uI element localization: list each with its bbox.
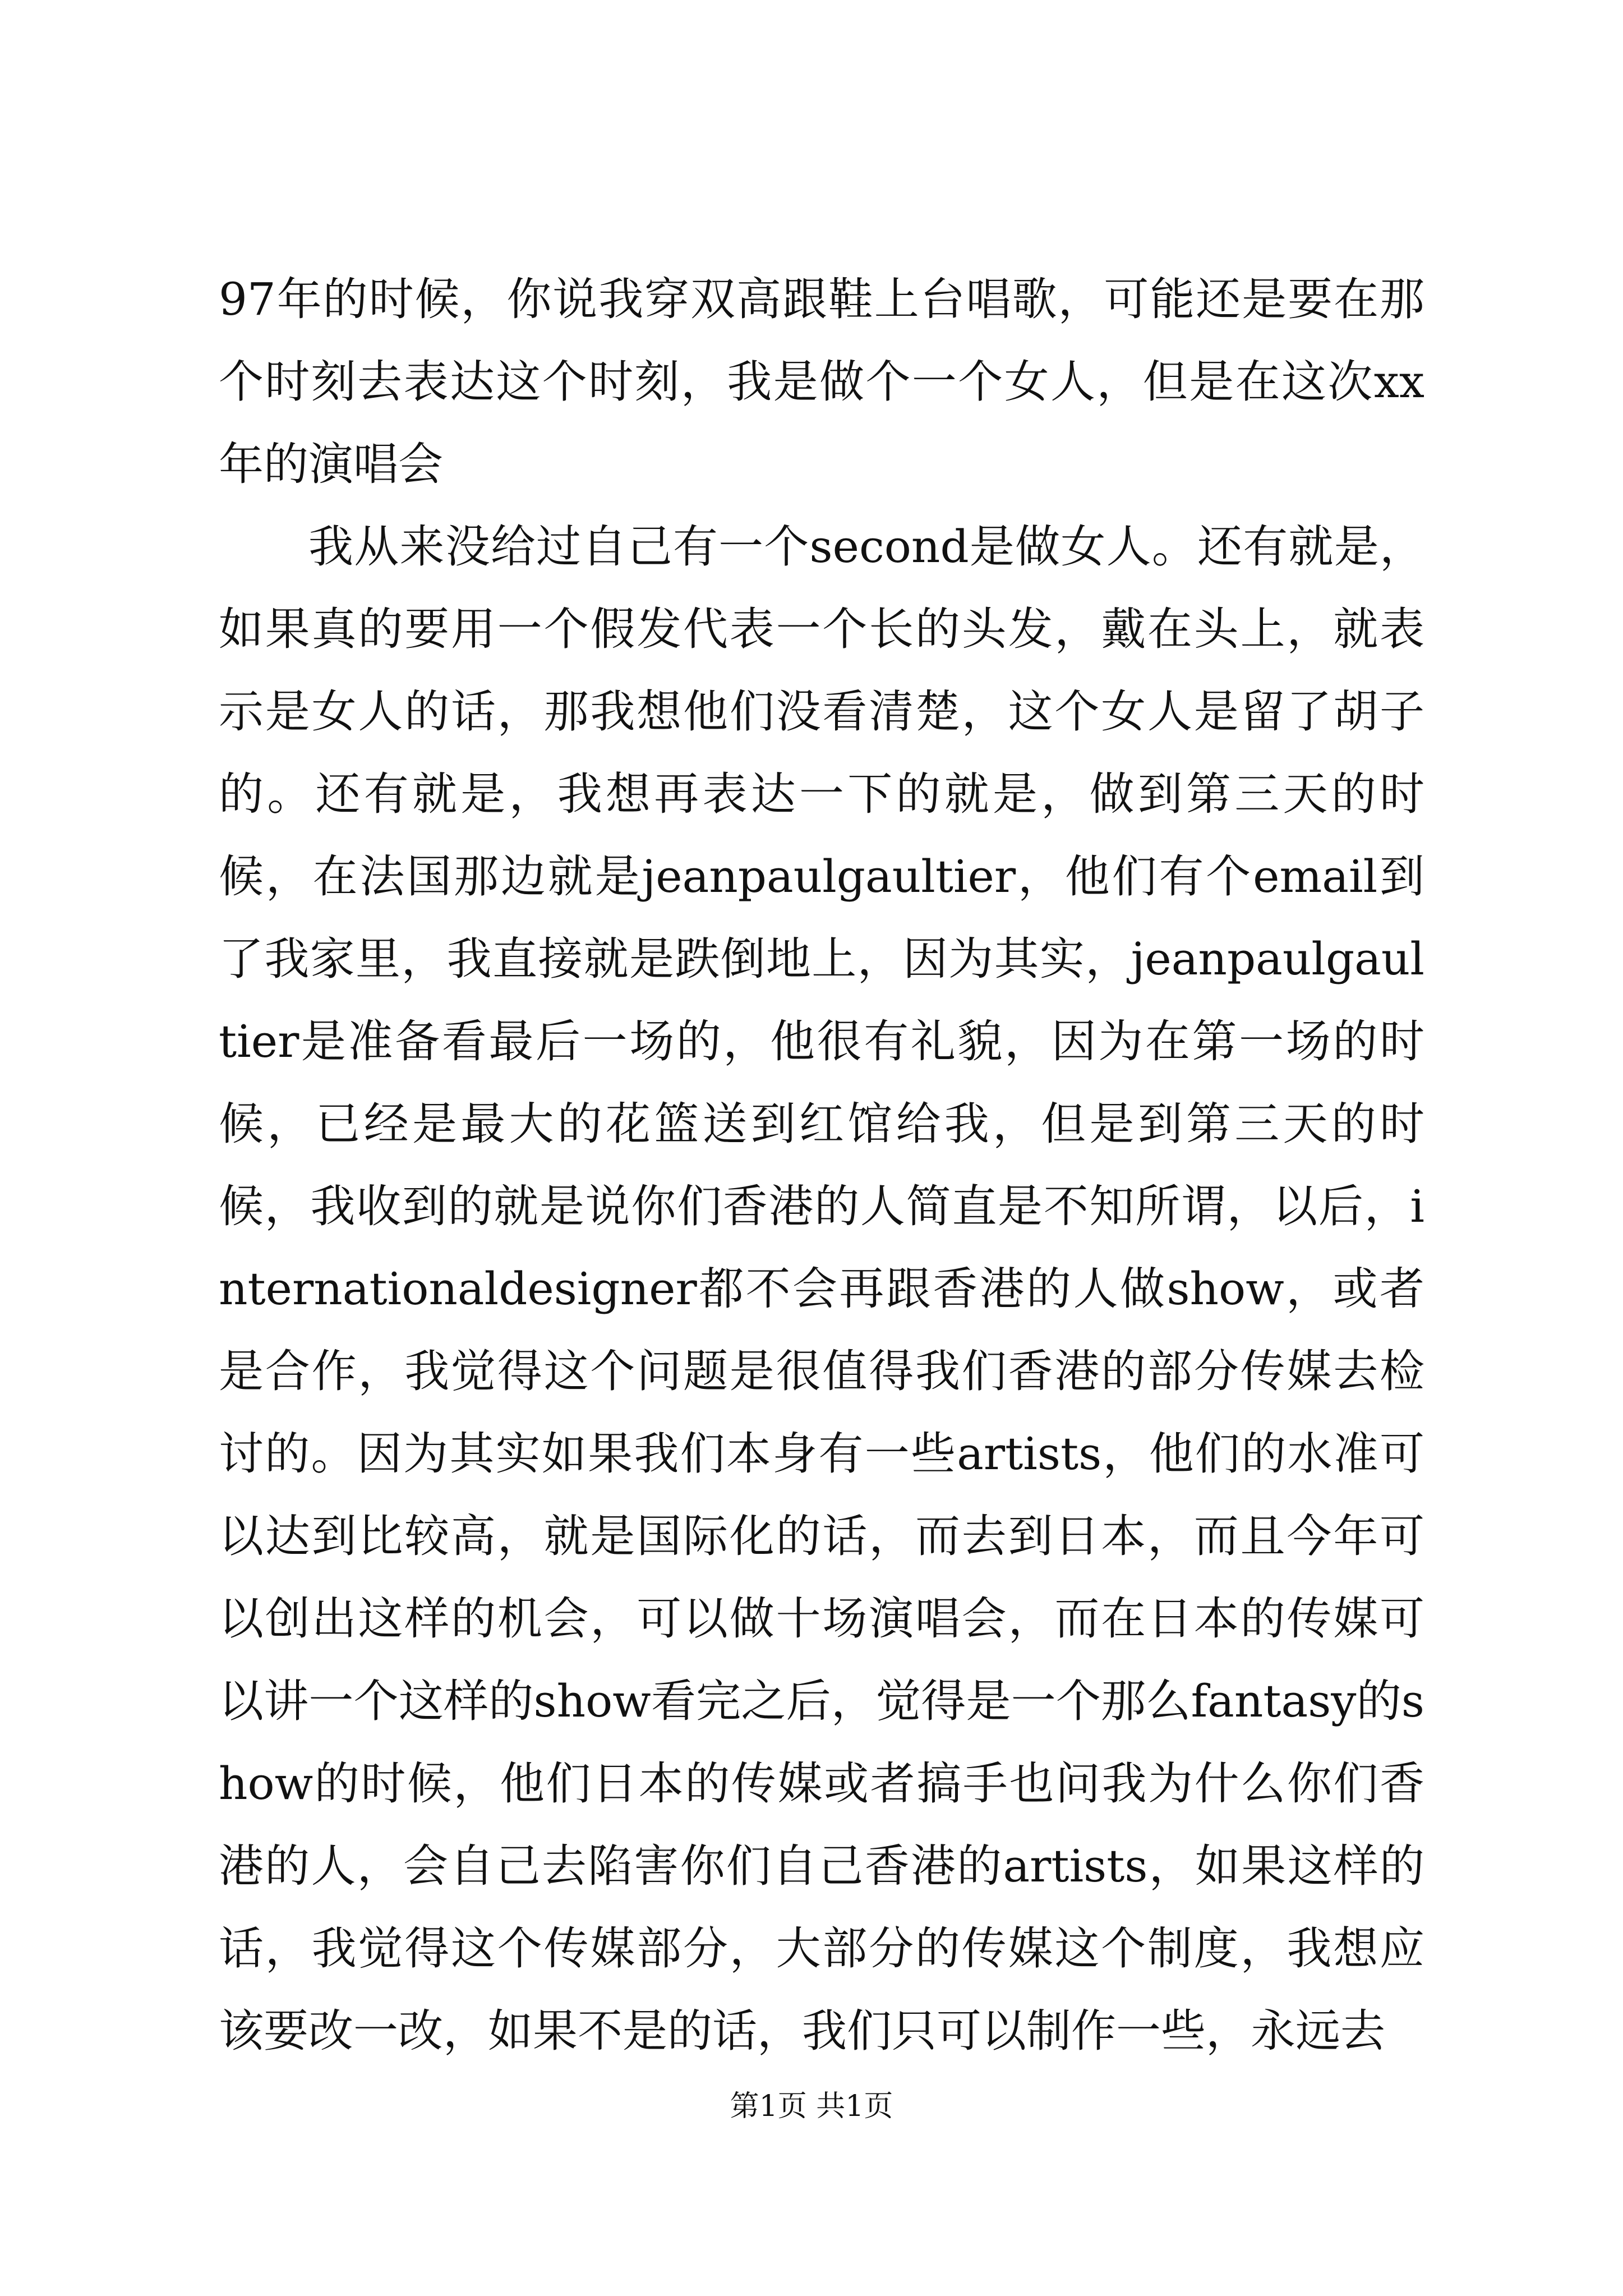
paragraph-2: 我从来没给过自己有一个second是做女人。还有就是，如果真的要用一个假发代表一个长的头发，戴在头上，就表示是女人的话，那我想他们没看清楚，这个女人是留了胡子的。还有就是，我想再表达一下的就是，做到第三天的时候，在法国那边就是jeanpaulgaultier，他们有个email到了我家里，我直接就是跌倒地上，因为其实，jeanpaulgaultier是准备看最后一场的，他很有礼貌，因为在第一场的时候，已经是最大的花篮送到红馆给我，但是到第三天的时候，我收到的就是说你们香港的人简直是不知所谓，以后，internationaldesigner都不会再跟香港的人做show，或者是合作，我觉得这个问题是很值得我们香港的部分传媒去检讨的。因为其实如果我们本身有一些artists，他们的水准可以达到比较高，就是国际化的话，而去到日本，而且今年可以创出这样的机会，可以做十场演唱会，而在日本的传媒可以讲一个这样的show看完之后，觉得是一个那么fantasy的show的时候，他们日本的传媒或者搞手也问我为什么你们香港的人，会自己去陷害你们自己香港的artists，如果这样的话，我觉得这个传媒部分，大部分的传媒这个制度，我想应该要改一改，如果不是的话，我们只可以制作一些，永远去 xyxy=(219,521,1424,2057)
paragraph-1: 97年的时候，你说我穿双高跟鞋上台唱歌，可能还是要在那个时刻去表达这个时刻，我是做个一个女人，但是在这次xx年的演唱会 xyxy=(219,273,1424,490)
document-body xyxy=(219,258,1424,2072)
page-footer: 第1页 共1页 xyxy=(730,2090,893,2123)
